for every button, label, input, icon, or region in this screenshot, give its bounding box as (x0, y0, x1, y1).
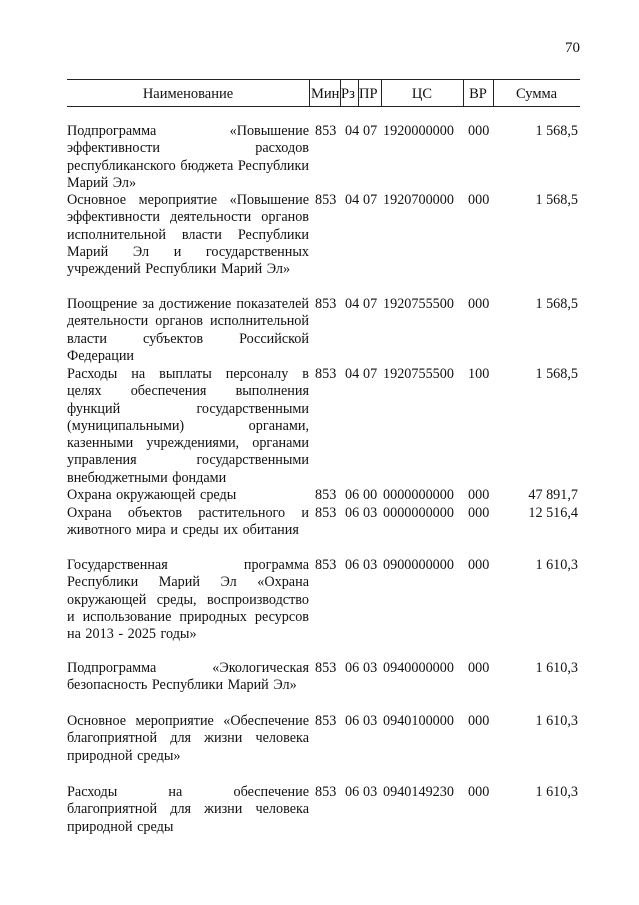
row-vr: 000 (468, 192, 490, 208)
row-sum: 1 610,3 (535, 660, 578, 676)
row-pr: 03 (363, 505, 378, 521)
header-separator (309, 79, 310, 106)
row-vr: 000 (468, 557, 490, 573)
row-name: Основное мероприятие «Повышение эффективности деятельности органов исполнительной власти Республики Марий Эл и государственных учреждений Республики Марий Эл» (67, 192, 309, 278)
row-vr: 100 (468, 366, 490, 382)
row-rz: 04 (345, 123, 360, 139)
row-cs: 0000000000 (383, 487, 454, 503)
row-rz: 06 (345, 660, 360, 676)
table-header-top-rule (67, 79, 580, 80)
row-min: 853 (315, 557, 337, 573)
row-cs: 1920700000 (383, 192, 454, 208)
row-sum: 1 568,5 (535, 366, 578, 382)
row-cs: 1920000000 (383, 123, 454, 139)
header-cell-pr: ПР (359, 86, 378, 102)
row-min: 853 (315, 296, 337, 312)
row-sum: 1 610,3 (535, 713, 578, 729)
row-name: Государственная программа Республики Марий Эл «Охрана окружающей среды, воспроизводство и использование природных ресурсов на 2013 - 2025 годы» (67, 557, 309, 643)
row-rz: 06 (345, 557, 360, 573)
row-rz: 06 (345, 784, 360, 800)
row-min: 853 (315, 366, 337, 382)
row-rz: 06 (345, 505, 360, 521)
row-name: Поощрение за достижение показателей деятельности органов исполнительной власти субъектов Российской Федерации (67, 296, 309, 364)
row-min: 853 (315, 487, 337, 503)
row-cs: 0900000000 (383, 557, 454, 573)
header-cell-name: Наименование (142, 86, 234, 102)
header-cell-sum: Сумма (515, 86, 558, 102)
row-name: Охрана окружающей среды (67, 487, 237, 503)
row-rz: 04 (345, 192, 360, 208)
row-pr: 07 (363, 123, 378, 139)
row-vr: 000 (468, 784, 490, 800)
row-sum: 1 610,3 (535, 557, 578, 573)
row-cs: 1920755500 (383, 296, 454, 312)
row-rz: 06 (345, 713, 360, 729)
page-number: 70 (565, 40, 580, 56)
row-cs: 0000000000 (383, 505, 454, 521)
row-cs: 1920755500 (383, 366, 454, 382)
row-rz: 04 (345, 366, 360, 382)
row-sum: 47 891,7 (528, 487, 578, 503)
row-pr: 07 (363, 366, 378, 382)
row-name: Основное мероприятие «Обеспечение благоприятной для жизни человека природной среды» (67, 713, 309, 764)
header-cell-rz: Рз (341, 86, 355, 102)
row-pr: 03 (363, 713, 378, 729)
row-cs: 0940149230 (383, 784, 454, 800)
row-min: 853 (315, 660, 337, 676)
row-vr: 000 (468, 713, 490, 729)
row-sum: 1 568,5 (535, 192, 578, 208)
row-sum: 1 568,5 (535, 296, 578, 312)
row-name: Расходы на выплаты персоналу в целях обеспечения выполнения функций государственными (муниципальными) органами, казенными учреждениями, органами управления государственными внебюджетными фондами (67, 366, 309, 486)
row-min: 853 (315, 713, 337, 729)
row-pr: 03 (363, 557, 378, 573)
row-name: Расходы на обеспечение благоприятной для жизни человека природной среды (67, 784, 309, 835)
row-rz: 06 (345, 487, 360, 503)
table-header-bottom-rule (67, 106, 580, 107)
row-pr: 07 (363, 296, 378, 312)
row-sum: 12 516,4 (528, 505, 578, 521)
row-cs: 0940000000 (383, 660, 454, 676)
row-name: Подпрограмма «Экологическая безопасность Республики Марий Эл» (67, 660, 309, 694)
row-vr: 000 (468, 505, 490, 521)
row-rz: 04 (345, 296, 360, 312)
row-name: Охрана объектов растительного и животного мира и среды их обитания (67, 505, 309, 539)
row-min: 853 (315, 505, 337, 521)
row-vr: 000 (468, 660, 490, 676)
row-sum: 1 568,5 (535, 123, 578, 139)
header-cell-vr: ВР (469, 86, 487, 102)
row-min: 853 (315, 784, 337, 800)
row-vr: 000 (468, 123, 490, 139)
row-pr: 03 (363, 784, 378, 800)
row-vr: 000 (468, 487, 490, 503)
row-cs: 0940100000 (383, 713, 454, 729)
row-name: Подпрограмма «Повышение эффективности расходов республиканского бюджета Республики Марий Эл» (67, 123, 309, 191)
header-cell-min: Мин (311, 86, 340, 102)
row-vr: 000 (468, 296, 490, 312)
row-pr: 07 (363, 192, 378, 208)
row-min: 853 (315, 123, 337, 139)
row-pr: 03 (363, 660, 378, 676)
row-pr: 00 (363, 487, 378, 503)
row-sum: 1 610,3 (535, 784, 578, 800)
header-cell-cs: ЦС (411, 86, 433, 102)
row-min: 853 (315, 192, 337, 208)
